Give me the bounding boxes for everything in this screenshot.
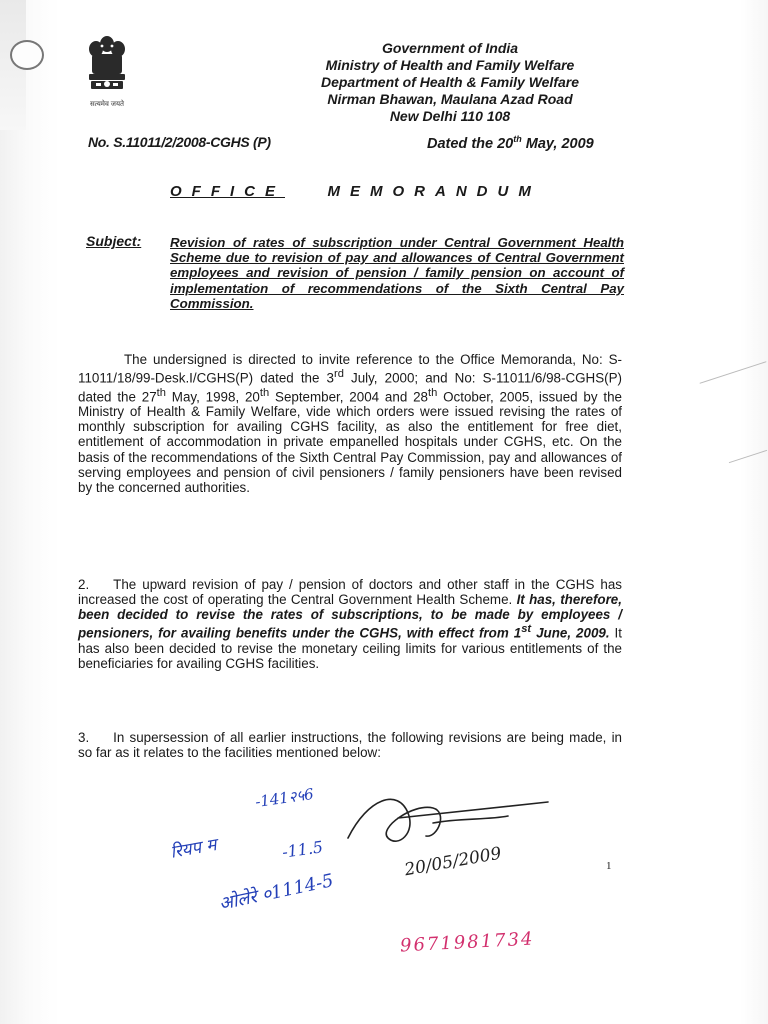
emblem-motto: सत्यमेव जयते	[89, 101, 125, 108]
paragraph-number: 3.	[78, 730, 90, 745]
paragraph-2: 2. The upward revision of pay / pension of doctors and other staff in the CGHS has increased the cost of operating the Central Government Health Scheme. It has, therefore, been decided to revise the rates of subscriptions, to be made by employees / pensioners, for availing benefits under the CGHS, with effect from 1st June, 2009. It has also been decided to revise the monetary ceiling limits for various entitlements of the beneficiaries for availing CGHS facilities.	[78, 577, 622, 671]
letterhead-line: Nirman Bhawan, Maulana Azad Road	[327, 91, 573, 107]
paragraph-1: The undersigned is directed to invite reference to the Office Memoranda, No: S-11011/18/99-Desk.I/CGHS(P) dated the 3rd July, 2000; and No: S-11011/6/98-CGHS(P) dated the 27th May, 1998, 20th September, 2004 and 28th October, 2005, issued by the Ministry of Health & Family Welfare, vide which orders were issued revising the rates of monthly subscription for availing CGHS facility, as also the entitlement for free diet, entitlement of accommodation in private empanelled hospitals under CGHS, etc. On the basis of the recommendations of the Sixth Central Pay Commission, pay and allowances of serving employees and pension of civil pensioners / family pensioners have been revised by the concerned authorities.	[78, 352, 622, 495]
page-number: 1	[606, 860, 612, 872]
memo-title: OFFICE MEMORANDUM	[170, 183, 541, 200]
letterhead-line: Department of Health & Family Welfare	[320, 74, 580, 90]
paragraph-3: 3. In supersession of all earlier instructions, the following revisions are being made, in so far as it relates to the facilities mentioned below:	[78, 730, 622, 761]
punch-hole	[10, 40, 44, 70]
handwritten-note: रियप म	[168, 835, 219, 863]
handwritten-phone-number: 9671981734	[399, 928, 535, 957]
handwritten-note: ओलेरे ०1114-5	[217, 870, 336, 915]
letterhead-line: Ministry of Health and Family Welfare	[325, 57, 575, 73]
handwritten-date: 20/05/2009	[403, 843, 503, 881]
subject-text: Revision of rates of subscription under Central Government Health Scheme due to revision of pay and allowances of Central Government employees and revision of pension / family pension on account of implementation of recommendations of the Sixth Central Pay Commission.	[170, 235, 624, 311]
paper-crease	[729, 450, 767, 463]
document-date: Dated the 20th May, 2009	[427, 134, 594, 152]
national-emblem-icon	[84, 34, 130, 108]
handwritten-note: -141२५6	[254, 784, 315, 812]
file-number: No. S.11011/2/2008-CGHS (P)	[88, 134, 271, 150]
letterhead-line: New Delhi 110 108	[389, 108, 511, 124]
letterhead	[300, 40, 600, 125]
handwritten-note: -11.5	[280, 837, 325, 862]
letterhead-line: Government of India	[381, 40, 519, 56]
subject-label: Subject:	[86, 233, 142, 249]
paragraph-number: 2.	[78, 577, 90, 592]
paper-crease	[700, 361, 767, 384]
